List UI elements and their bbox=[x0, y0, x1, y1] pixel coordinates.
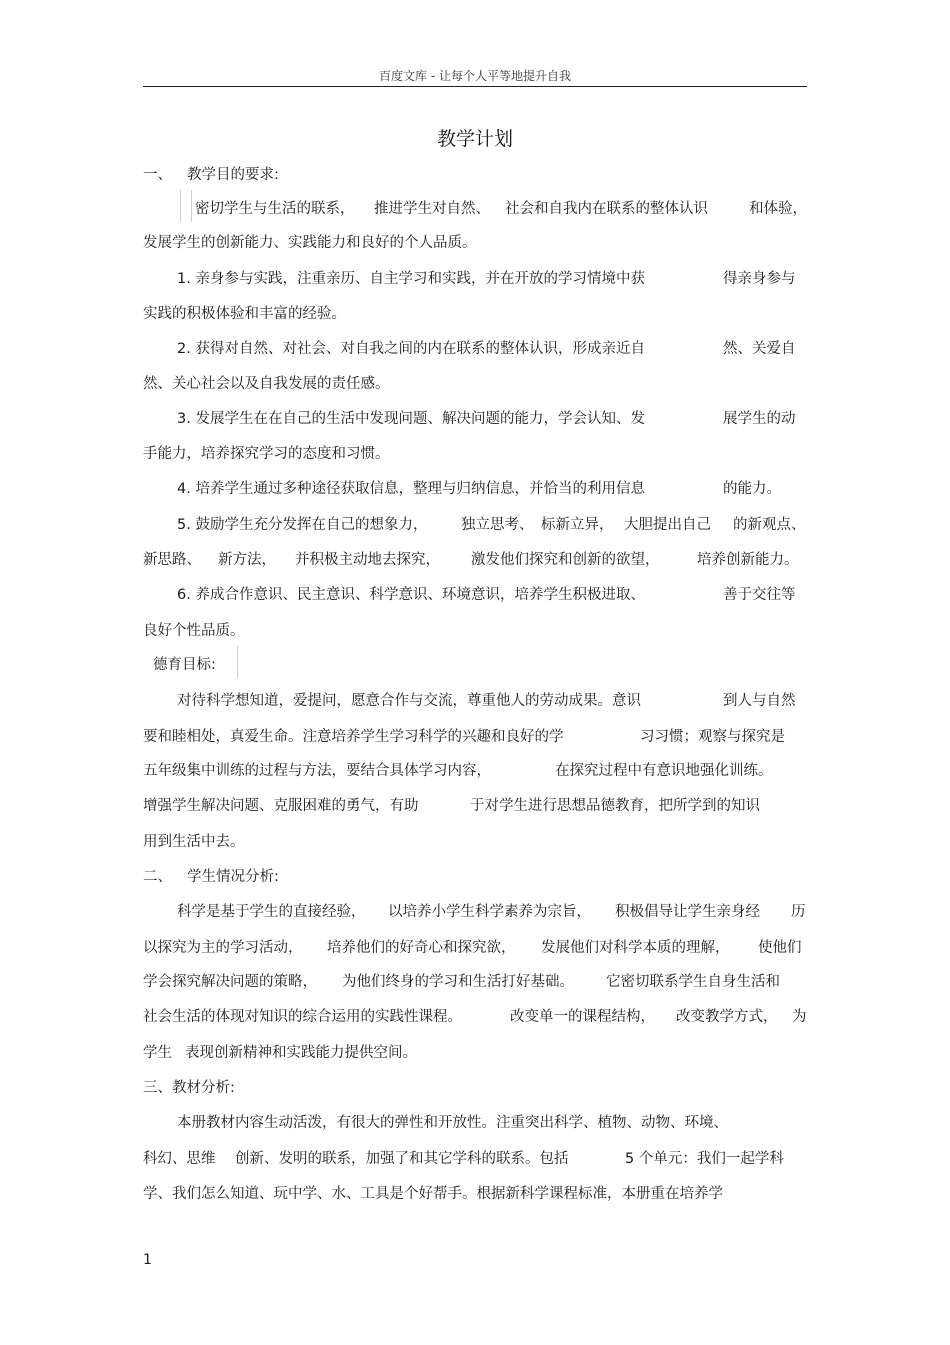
text-run: 积极倡导让学生亲身经 bbox=[615, 904, 760, 920]
text-run: 它密切联系学生自身生活和 bbox=[606, 974, 780, 990]
text-run: 善于交往等 bbox=[723, 587, 796, 603]
textbook-line-1: 本册教材内容生动活泼，有很大的弹性和开放性。注重突出科学、植物、动物、环境、 bbox=[177, 1115, 728, 1131]
document-title: 教学计划 bbox=[436, 128, 513, 150]
page-header: 百度文库 - 让每个人平等地提升自我 bbox=[379, 69, 571, 83]
text-run: 于对学生进行思想品德教育，把所学到的知识 bbox=[470, 798, 760, 814]
text-run: 和体验， bbox=[749, 201, 807, 217]
page-number: 1 bbox=[143, 1252, 152, 1268]
text-run: 1. 亲身参与实践，注重亲历、自主学习和实践，并在开放的学习情境中获 bbox=[177, 271, 645, 287]
intro-line-2: 发展学生的创新能力、实践能力和良好的个人品质。 bbox=[143, 235, 477, 251]
text-run: 的能力。 bbox=[723, 481, 781, 497]
text-run: 改变单一的课程结构， bbox=[510, 1009, 655, 1025]
text-run: 新思路、 bbox=[143, 552, 201, 568]
text-run: 科幻、思维 bbox=[143, 1151, 216, 1167]
text-run: 要和睦相处，真爱生命。注意培养学生学习科学的兴趣和良好的学 bbox=[143, 729, 564, 745]
text-run: 4. 培养学生通过多种途径获取信息，整理与归纳信息，并恰当的利用信息 bbox=[177, 481, 645, 497]
item-2-line-2: 然、关心社会以及自我发展的责任感。 bbox=[143, 376, 390, 392]
text-run: 以培养小学生科学素养为宗旨， bbox=[388, 904, 591, 920]
text-run: 然、关爱自 bbox=[723, 341, 796, 357]
text-run: 学会探究解决问题的策略， bbox=[143, 974, 317, 990]
text-run: 标新立异， bbox=[541, 517, 614, 533]
item-3-line-2: 手能力，培养探究学习的态度和习惯。 bbox=[143, 446, 390, 462]
text-run: 科学是基于学生的直接经验， bbox=[177, 904, 366, 920]
section-2-title: 学生情况分析: bbox=[187, 869, 279, 885]
text-run: 培养创新能力。 bbox=[697, 552, 799, 568]
margin-mark bbox=[237, 646, 238, 678]
text-run: 历 bbox=[791, 904, 806, 920]
text-run: 使他们 bbox=[758, 940, 802, 956]
text-run: 发展他们对科学本质的理解， bbox=[541, 940, 730, 956]
text-run: 创新、发明的联系，加强了和其它学科的联系。包括 bbox=[235, 1151, 569, 1167]
text-run: 的新观点、 bbox=[733, 517, 806, 533]
section-3-heading: 三、教材分析: bbox=[143, 1080, 235, 1096]
text-run: 增强学生解决问题、克服困难的勇气，有助 bbox=[143, 798, 419, 814]
text-run: 改变教学方式， bbox=[676, 1009, 778, 1025]
text-run: 得亲身参与 bbox=[723, 271, 796, 287]
section-1-title: 教学目的要求: bbox=[187, 167, 279, 183]
text-run: 表现创新精神和实践能力提供空间。 bbox=[185, 1045, 417, 1061]
section-1-number: 一、 bbox=[143, 167, 172, 183]
text-run: 密切学生与生活的联系， bbox=[195, 201, 355, 217]
text-run: 到人与自然 bbox=[723, 693, 796, 709]
text-run: 为他们终身的学习和生活打好基础。 bbox=[342, 974, 574, 990]
margin-mark bbox=[180, 190, 181, 222]
text-run: 新方法， bbox=[218, 552, 276, 568]
text-run: 培养他们的好奇心和探究欲， bbox=[327, 940, 516, 956]
text-run: 大胆提出自己 bbox=[624, 517, 711, 533]
text-run: 五年级集中训练的过程与方法，要结合具体学习内容， bbox=[143, 763, 491, 779]
text-run: 并积极主动地去探究， bbox=[295, 552, 440, 568]
text-run: 独立思考、 bbox=[461, 517, 534, 533]
text-run: 5 个单元：我们一起学科 bbox=[625, 1151, 784, 1167]
text-run: 推进学生对自然、 bbox=[374, 201, 490, 217]
moral-heading: 德育目标: bbox=[153, 657, 216, 673]
text-run: 习习惯；观察与探究是 bbox=[640, 729, 785, 745]
text-run: 以探究为主的学习活动， bbox=[143, 940, 303, 956]
text-run: 3. 发展学生在在自己的生活中发现问题、解决问题的能力，学会认知、发 bbox=[177, 411, 645, 427]
moral-line-5: 用到生活中去。 bbox=[143, 834, 245, 850]
text-run: 学生 bbox=[143, 1045, 172, 1061]
text-run: 社会生活的体现对知识的综合运用的实践性课程。 bbox=[143, 1009, 462, 1025]
margin-mark bbox=[191, 190, 192, 222]
item-6-line-2: 良好个性品质。 bbox=[143, 623, 245, 639]
section-2-number: 二、 bbox=[143, 869, 172, 885]
text-run: 社会和自我内在联系的整体认识 bbox=[505, 201, 708, 217]
text-run: 为 bbox=[792, 1009, 807, 1025]
header-rule bbox=[143, 86, 807, 87]
text-run: 激发他们探究和创新的欲望， bbox=[471, 552, 660, 568]
textbook-line-3: 学、我们怎么知道、玩中学、水、工具是个好帮手。根据新科学课程标准，本册重在培养学 bbox=[143, 1186, 723, 1202]
text-run: 5. 鼓励学生充分发挥在自己的想象力， bbox=[177, 517, 428, 533]
text-run: 在探究过程中有意识地强化训练。 bbox=[555, 763, 773, 779]
text-run: 6. 养成合作意识、民主意识、科学意识、环境意识，培养学生积极进取、 bbox=[177, 587, 645, 603]
text-run: 2. 获得对自然、对社会、对自我之间的内在联系的整体认识，形成亲近自 bbox=[177, 341, 645, 357]
item-1-line-2: 实践的积极体验和丰富的经验。 bbox=[143, 306, 346, 322]
text-run: 展学生的动 bbox=[723, 411, 796, 427]
text-run: 对待科学想知道，爱提问，愿意合作与交流，尊重他人的劳动成果。意识 bbox=[177, 693, 641, 709]
